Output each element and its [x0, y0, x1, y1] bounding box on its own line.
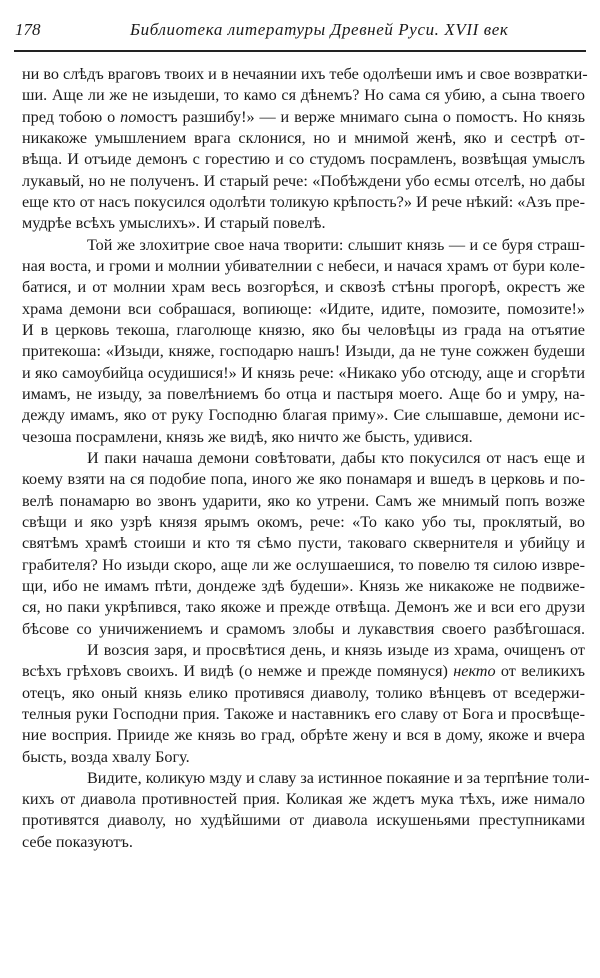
text-segment: грабителя? Но изыди скоро, аще ли же ослушаешися, то повелю тя силою извре-	[22, 555, 585, 574]
text-segment: телныя руки Господни прия. Такоже и наставникъ его славу от Бога и просвѣще-	[22, 704, 585, 723]
text-segment: чезоша посрамлени, князь же видѣ, яко ничто же бысть, удивися.	[22, 427, 473, 446]
text-line	[22, 107, 585, 128]
text-line	[22, 277, 585, 298]
text-segment: ни во слѣдъ враговъ твоих и в нечаянии ихъ тебе одолѣеши имъ и свое возвратки-	[22, 65, 588, 83]
text-segment: храма демони вси собрашася, вопиюще: «Идите, идите, помозите, помозите!»	[22, 299, 585, 318]
text-line	[22, 704, 585, 725]
text-line	[22, 235, 585, 256]
text-line	[22, 192, 585, 213]
text-segment: коему взяти на ся подобие попа, иного же яко понамаря и вшедъ в церковь и по-	[22, 470, 585, 489]
text-segment: И возсия заря, и просвѣтися день, и князь изыде из храма, очищенъ от	[87, 640, 585, 659]
text-segment: И паки начаша демони совѣтовати, дабы кто покусился от насъ еще и	[87, 448, 585, 467]
text-segment: некто	[453, 662, 496, 681]
text-line	[22, 384, 585, 405]
text-segment: себе показуютъ.	[22, 832, 133, 851]
text-segment: Той же злохитрие свое нача творити: слышит князь — и се буря страш-	[87, 235, 585, 254]
text-line	[22, 427, 585, 448]
text-line	[22, 810, 585, 831]
text-line	[22, 171, 585, 192]
text-line	[22, 213, 585, 234]
text-line	[22, 768, 590, 789]
text-line	[22, 448, 585, 469]
text-line	[22, 469, 585, 490]
text-line	[22, 725, 585, 746]
text-segment: и яко самоубийца осудишися!» И князь рече: «Никако убо отсюду, аще и сгорѣти	[22, 363, 585, 382]
text-line	[22, 491, 585, 512]
text-line	[22, 85, 585, 106]
text-segment: еще кто от насъ покусился одолѣти толикую крѣпость?» И рече нѣкий: «Азъ пре-	[22, 192, 585, 211]
text-segment: ши. Аще ли же не изыдеши, то камо ся дѣнемъ? Но сама ся убию, а сына твоего	[22, 86, 585, 105]
text-segment: никакоже умышлением врага склонися, но и мнимой женѣ, яко и сестрѣ от-	[22, 128, 585, 147]
text-segment: мудрѣе всѣхъ умыслихъ». И старый повелѣ.	[22, 214, 326, 233]
text-segment: лукавый, но не полученъ. И старый рече: «Побѣждени убо есмы отселѣ, но дабы	[22, 171, 585, 190]
text-segment: ние восприя. Прииде же князь во град, обрѣте жену и вся в дому, якоже и вчера	[22, 726, 585, 745]
text-line	[22, 256, 585, 277]
text-line	[22, 789, 585, 810]
text-segment: вѣща. И отъиде демонъ с горестию и со студомъ посрамленъ, возвѣщая умыслъ	[22, 150, 585, 169]
running-header-title: Библиотека литературы Древней Руси. XVII век	[130, 20, 509, 39]
text-line	[22, 533, 585, 554]
text-line	[22, 619, 585, 640]
text-segment: от великихъ	[495, 662, 585, 681]
text-line	[22, 341, 585, 362]
header-rule	[14, 50, 586, 52]
text-line	[22, 149, 585, 170]
text-line	[22, 555, 585, 576]
text-line	[22, 363, 585, 384]
text-line	[22, 640, 585, 661]
text-segment: кихъ от диавола противностей прия. Коликая же ждетъ мука тѣхъ, иже нимало	[22, 790, 585, 809]
text-segment: пред тобою о	[22, 107, 121, 126]
body-text	[22, 64, 590, 853]
text-segment: по	[120, 107, 137, 126]
text-line	[22, 747, 585, 768]
text-line	[22, 832, 585, 853]
text-segment: всѣхъ грѣховъ своихъ. И видѣ (о немже и прежде помянуся)	[22, 662, 454, 681]
text-segment: притекоша: «Изыди, княже, господарю нашъ! Изыди, да не туне сожжен будеши	[22, 342, 585, 361]
text-line	[22, 661, 585, 682]
text-segment: свѣщи и яко узрѣ князя ярымъ окомъ, рече: «То како убо ты, проклятый, во	[22, 512, 585, 531]
text-line	[22, 320, 585, 341]
text-line	[22, 683, 585, 704]
text-segment: отецъ, яко оный князь елико противяся диаволу, толико вѣнцевъ от вседержи-	[22, 683, 585, 702]
text-segment: батися, и от молнии храм весь возгорѣся, и сквозѣ стѣны прогорѣ, окрестъ же	[22, 278, 585, 297]
text-line	[22, 128, 585, 149]
text-line	[22, 405, 585, 426]
text-line	[22, 576, 585, 597]
text-segment: велѣ понамарю во звонъ ударити, яко ко утрени. Самъ же мнимый попъ возже	[22, 491, 585, 510]
text-segment: святѣмъ храмѣ стоиши и кто тя сѣмо пусти, таковаго сквернителя и убийцу и	[22, 534, 585, 553]
text-segment: имамъ, не изыду, за повелѣниемъ бо отца и пастыря моего. Аще бо и умру, на-	[22, 384, 585, 403]
text-line	[22, 597, 585, 618]
text-segment: бѣсове со уничижениемъ и срамомъ злобы и лукавствия своего разбѣгошася.	[22, 619, 585, 638]
text-line	[22, 512, 585, 533]
text-line	[22, 64, 588, 85]
text-segment: ся, но паки укрѣпився, тако якоже и прежде отвѣща. Демонъ же и вси его друзи	[22, 598, 585, 617]
text-segment: противятся диаволу, но худѣйшими от диавола искушеньями преступниками	[22, 811, 585, 830]
text-segment: бысть, возда хвалу Богу.	[22, 747, 190, 766]
page-number: 178	[15, 20, 41, 39]
text-segment: мостъ разшибу!» — и верже мнимаго сына о помостъ. Но князь	[136, 107, 585, 126]
text-segment: щи, ибо не имамъ пѣти, дондеже здѣ будеши». Князь же никакоже не подвиже-	[22, 576, 585, 595]
text-segment: Видите, коликую мзду и славу за истинное покаяние и за терпѣние толи-	[87, 768, 590, 787]
text-segment: ная воста, и громи и молнии убивателнии с небеси, и начася храмъ от бури коле-	[22, 256, 585, 275]
text-segment: И в церковь текоша, глаголюще князю, яко бы человѣцы из града на отъятие	[22, 320, 585, 339]
text-line	[22, 299, 585, 320]
text-segment: дежду имамъ, яко от руку Господню благая приму». Сие слышавше, демони ис-	[22, 406, 585, 425]
